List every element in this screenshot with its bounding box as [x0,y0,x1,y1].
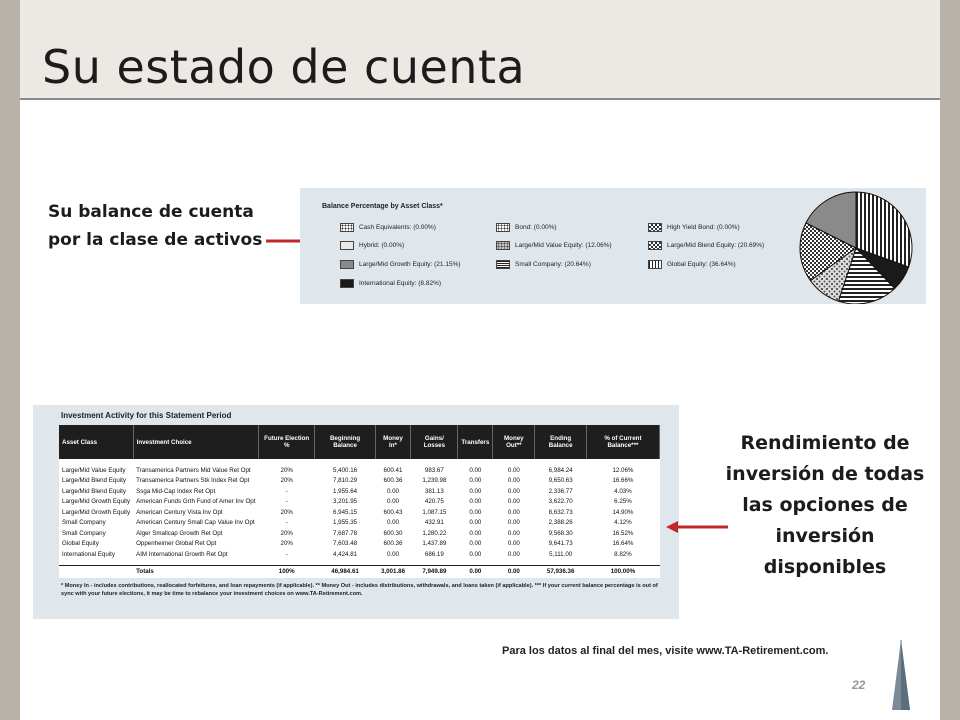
page-number: 22 [852,678,866,692]
table-row [59,539,660,550]
activity-footnote: * Money In - includes contributions, reallocated forfeitures, and loan repayments (if applicable). ** Money Out - includes distributions, withdrawals, and loans taken (if applicable). *** If your current balance percentage is out of sync with your future elections, it may be time to rebalance your investment choices on www.TA-Retirement.com. [61,583,658,597]
table-cell: 0.00 [469,519,482,527]
activity-heading: Investment Activity for this Statement Period [61,411,232,420]
totals-row [59,566,660,578]
table-cell: 2,388.26 [548,519,573,527]
table-cell: 0.00 [458,566,493,578]
legend-swatch [648,223,662,232]
legend-swatch [648,241,662,250]
table-cell: 600.43 [383,508,403,516]
table-cell: Large/Mid Blend Equity [62,487,126,495]
callout-line: disponibles [763,556,887,578]
legend-label: Bond: (0.00%) [515,224,557,231]
legend-item [648,241,764,250]
slide-title: Su estado de cuenta [42,40,526,94]
table-cell: 5,111.00 [549,550,573,558]
legend-item [340,279,441,288]
table-cell: 0.00 [386,519,399,527]
table-row [59,528,660,539]
table-cell: 0.00 [469,466,482,474]
table-cell: 0.00 [386,498,399,506]
table-cell: 4.03% [614,487,632,495]
callout-performance [725,428,925,583]
table-cell: 2,336.77 [548,487,573,495]
table-cell: 100.00% [586,566,659,578]
table-cell: 600.36 [383,477,403,485]
footer-note: Para los datos al final del mes, visite www.TA-Retirement.com. [502,645,829,657]
legend-swatch [496,223,510,232]
column-header: Asset Class [59,425,133,459]
callout-line: las opciones de [742,494,908,516]
table-cell: 6,945.15 [333,508,358,516]
table-cell: Global Equity [62,540,99,548]
table-cell: Large/Mid Blend Equity [62,477,126,485]
table-cell: 600.41 [383,466,403,474]
table-cell: 0.00 [469,498,482,506]
investment-activity [33,405,679,619]
legend-item [648,223,740,232]
table-row [59,497,660,508]
table-cell: 9,650.63 [548,477,573,485]
legend-label: Small Company: (20.64%) [515,261,591,268]
column-header: Investment Choice [133,425,258,459]
table-cell: 8.82% [614,550,632,558]
table-cell: 6.25% [614,498,632,506]
table-cell: 983.67 [424,466,444,474]
legend-label: Large/Mid Value Equity: (12.06%) [515,242,612,249]
table-cell: 16.66% [612,477,634,485]
table-cell: 6,984.24 [548,466,573,474]
column-header: Beginning Balance [315,425,375,459]
table-cell: 12.06% [612,466,634,474]
table-cell: 20% [280,508,293,516]
legend-label: Global Equity: (36.64%) [667,261,736,268]
column-header: Transfers [458,425,493,459]
table-row [59,518,660,529]
table-cell: 16.52% [612,529,634,537]
table-cell: Totals [133,566,258,578]
table-cell: 0.00 [469,550,482,558]
table-cell: 0.00 [507,498,520,506]
table-cell: 686.19 [424,550,444,558]
table-cell: 20% [280,477,293,485]
table-cell: Small Company [62,529,106,537]
table-cell: - [285,498,288,506]
column-header: Future Election % [258,425,315,459]
legend-item [496,223,557,232]
legend-item [340,260,461,269]
table-cell: 1,437.89 [422,540,447,548]
table-cell: 600.30 [383,529,403,537]
table-cell: 420.75 [424,498,444,506]
callout-balance [48,198,262,254]
legend-swatch [496,241,510,250]
left-frame [0,0,20,720]
table-cell: 0.00 [469,477,482,485]
table-cell: 20% [280,529,293,537]
legend-label: International Equity: (8.82%) [359,280,442,287]
table-cell: - [285,487,288,495]
table-cell: 381.13 [424,487,444,495]
table-cell: 1,280.22 [422,529,447,537]
balance-pie-chart [792,188,926,304]
table-cell: 7,810.29 [333,477,358,485]
legend-swatch [496,260,510,269]
balance-heading: Balance Percentage by Asset Class* [322,203,443,210]
arrow-left-icon [664,518,730,536]
legend-item [496,241,612,250]
column-header: Money Out** [493,425,535,459]
callout-line: Rendimiento de [740,432,910,454]
table-cell: 0.00 [507,508,520,516]
table-cell: 1,955.64 [333,487,358,495]
table-cell: 14.90% [612,508,634,516]
table-cell: - [285,550,288,558]
table-cell: 5,400.16 [333,466,358,474]
callout-line: por la clase de activos [48,230,263,250]
table-cell: 1,955.35 [333,519,358,527]
table-cell: 3,001.86 [375,566,411,578]
table-cell: International Equity [62,550,115,558]
table-cell: 0.00 [469,529,482,537]
legend-swatch [340,223,354,232]
table-cell: 3,622.70 [548,498,573,506]
table-cell: 0.00 [507,540,520,548]
table-cell: Transamerica Partners Mid Value Ret Opt [136,466,251,474]
callout-line: Su balance de cuenta [48,202,254,222]
table-cell: 57,936.36 [535,566,586,578]
table-row [59,549,660,560]
table-cell: 0.00 [469,487,482,495]
table-cell: - [285,519,288,527]
column-header: Ending Balance [535,425,586,459]
table-cell: 8,632.73 [548,508,573,516]
legend-label: Cash Equivalents: (0.00%) [359,224,436,231]
legend-item [496,260,591,269]
table-cell: 4,424.81 [333,550,358,558]
table-cell: 0.00 [469,508,482,516]
column-header: Money In* [375,425,411,459]
activity-table [59,425,660,578]
table-cell: 0.00 [386,550,399,558]
table-cell: American Century Vista Inv Opt [136,508,223,516]
callout-line: inversión [775,525,875,547]
column-header: Gains/ Losses [411,425,458,459]
table-cell: American Funds Grth Fund of Amer Inv Opt [136,498,256,506]
table-cell: 4.12% [614,519,632,527]
legend-swatch [648,260,662,269]
table-cell: 20% [280,466,293,474]
table-cell: 600.36 [383,540,403,548]
table-cell: 0.00 [507,529,520,537]
table-cell: 16.64% [612,540,634,548]
legend-swatch [340,279,354,288]
legend-swatch [340,260,354,269]
table-row [59,486,660,497]
table-cell: 0.00 [507,466,520,474]
table-cell: Oppenheimer Global Ret Opt [136,540,217,548]
table-cell: 1,087.15 [422,508,447,516]
table-row [59,507,660,518]
table-cell: 7,687.78 [333,529,358,537]
table-cell: 9,568.30 [548,529,573,537]
table-cell: Alger Smallcap Growth Ret Opt [136,529,223,537]
legend-item [340,241,404,250]
table-cell: AIM International Growth Ret Opt [136,550,228,558]
table-cell: Large/Mid Value Equity [62,466,126,474]
table-cell: Transamerica Partners Stk Index Ret Opt [136,477,250,485]
legend-label: Large/Mid Blend Equity: (20.69%) [667,242,765,249]
legend-swatch [340,241,354,250]
table-cell: 0.00 [507,477,520,485]
table-cell: Large/Mid Growth Equity [62,508,131,516]
table-cell: 0.00 [507,487,520,495]
table-body [59,459,660,578]
legend-label: Large/Mid Growth Equity: (21.15%) [359,261,461,268]
table-cell: 0.00 [469,540,482,548]
table-cell: Large/Mid Growth Equity [62,498,131,506]
pyramid-logo-icon [890,640,912,710]
legend-label: Hybrid: (0.00%) [359,242,405,249]
legend-item [340,223,436,232]
table-cell: 1,239.98 [422,477,447,485]
table-cell: 0.00 [507,519,520,527]
right-frame [940,0,960,720]
table-cell: 432.91 [424,519,444,527]
table-cell: 20% [280,540,293,548]
table-cell: 46,984.61 [315,566,375,578]
table-row [59,465,660,476]
title-bar [20,0,940,100]
table-header-row [59,425,660,459]
legend-label: High Yield Bond: (0.00%) [667,224,740,231]
table-cell: 3,201.95 [333,498,358,506]
table-cell: Ssga Mid-Cap Index Ret Opt [136,487,216,495]
table-cell: American Century Small Cap Value Inv Opt [136,519,255,527]
table-cell: 0.00 [493,566,535,578]
table-cell: 7,949.89 [411,566,458,578]
table-cell: 0.00 [507,550,520,558]
table-cell: 0.00 [386,487,399,495]
table-cell: 7,603.48 [333,540,358,548]
legend-item [648,260,736,269]
table-row [59,476,660,487]
table-cell [59,566,133,578]
table-cell: 100% [258,566,315,578]
column-header: % of Current Balance*** [586,425,659,459]
slide [20,0,940,720]
table-cell: 9,641.73 [548,540,573,548]
callout-line: inversión de todas [725,463,925,485]
balance-by-asset-class [300,188,926,304]
table-cell: Small Company [62,519,106,527]
